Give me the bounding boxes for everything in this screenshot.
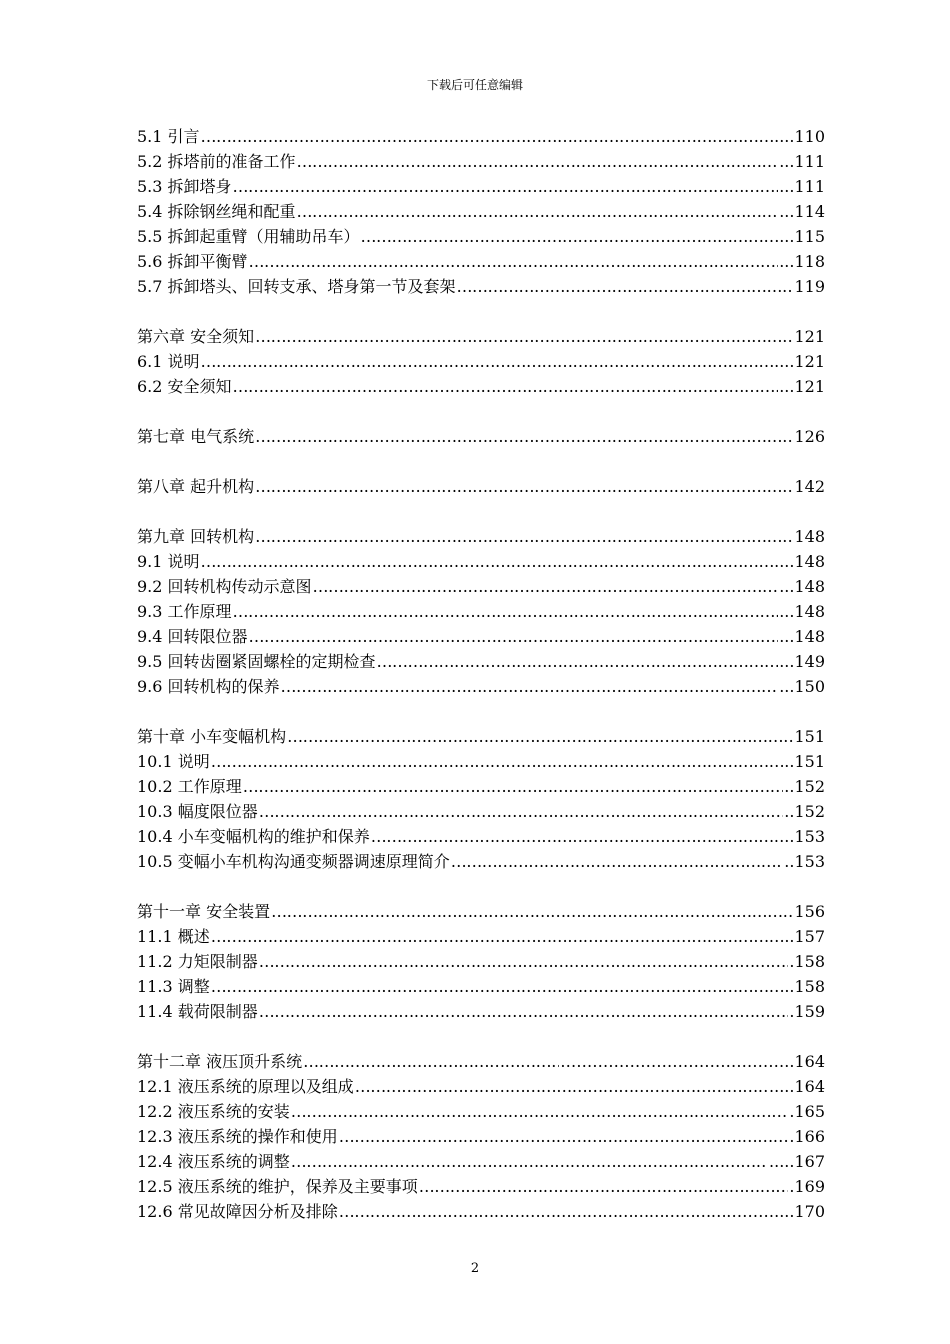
- toc-dot-leader: [313, 574, 779, 599]
- toc-entry-title: 9.6 回转机构的保养: [137, 677, 280, 696]
- toc-entry[interactable]: [137, 124, 825, 149]
- toc-section: [137, 124, 825, 299]
- toc-entry-page: 148: [794, 527, 825, 546]
- toc-entry[interactable]: [137, 1149, 825, 1174]
- toc-entry-title: 第六章 安全须知: [137, 327, 255, 346]
- toc-entry-title: 12.6 常见故障因分析及排除: [137, 1202, 338, 1221]
- toc-entry[interactable]: [137, 649, 825, 674]
- toc-entry-page: ..153: [784, 827, 825, 846]
- toc-entry[interactable]: [137, 774, 825, 799]
- toc-dot-leader: [291, 1149, 768, 1174]
- toc-entry[interactable]: [137, 574, 825, 599]
- toc-entry-page: ...121: [779, 377, 825, 396]
- toc-entry-title: 5.5 拆卸起重臂（用辅助吊车）: [137, 227, 360, 246]
- toc-entry-page: 126: [794, 427, 825, 446]
- toc-entry-title: 5.2 拆塔前的准备工作: [137, 152, 296, 171]
- toc-dot-leader: [377, 649, 779, 674]
- toc-entry-title: 5.4 拆除钢丝绳和配重: [137, 202, 296, 221]
- toc-entry[interactable]: [137, 424, 825, 449]
- toc-entry-page: ...148: [779, 602, 825, 621]
- toc-entry-title: 第九章 回转机构: [137, 527, 255, 546]
- toc-dot-leader: [451, 849, 784, 874]
- toc-section: [137, 424, 825, 449]
- toc-entry[interactable]: [137, 1049, 825, 1074]
- toc-dot-leader: [303, 1049, 559, 1074]
- toc-section: [137, 524, 825, 699]
- toc-entry-title: 12.1 液压系统的原理以及组成: [137, 1077, 354, 1096]
- toc-dot-leader: [255, 474, 793, 499]
- toc-entry-page: ...111: [779, 152, 825, 171]
- toc-entry-page: .....164: [769, 1077, 825, 1096]
- toc-entry-title: 11.3 调整: [137, 977, 210, 996]
- toc-dot-leader: [291, 1099, 789, 1124]
- toc-dot-leader: [259, 799, 784, 824]
- toc-entry-page: ...121: [779, 352, 825, 371]
- toc-dot-leader: [355, 1074, 768, 1099]
- toc-entry[interactable]: [137, 549, 825, 574]
- toc-entry-page: ...148: [779, 627, 825, 646]
- toc-entry-page: ………....170: [726, 1202, 825, 1221]
- toc-dot-leader: [361, 224, 779, 249]
- toc-dot-leader: [339, 1124, 789, 1149]
- toc-entry-page: ...148: [779, 552, 825, 571]
- toc-dot-leader: [297, 149, 779, 174]
- toc-entry-title: 5.7 拆卸塔头、回转支承、塔身第一节及套架: [137, 277, 456, 296]
- toc-section: [137, 324, 825, 399]
- toc-entry-title: 12.2 液压系统的安装: [137, 1102, 290, 1121]
- toc-entry[interactable]: [137, 1074, 825, 1099]
- toc-entry[interactable]: [137, 899, 825, 924]
- toc-entry[interactable]: [137, 999, 825, 1024]
- toc-entry[interactable]: [137, 324, 825, 349]
- toc-entry-title: 6.1 说明: [137, 352, 200, 371]
- toc-entry-page: ..151: [784, 752, 825, 771]
- toc-entry[interactable]: [137, 1099, 825, 1124]
- toc-dot-leader: [211, 924, 789, 949]
- toc-dot-leader: [419, 1174, 789, 1199]
- toc-entry[interactable]: [137, 799, 825, 824]
- toc-entry[interactable]: [137, 174, 825, 199]
- toc-entry-title: 11.1 概述: [137, 927, 210, 946]
- toc-entry-title: 9.1 说明: [137, 552, 200, 571]
- toc-entry[interactable]: [137, 1174, 825, 1199]
- toc-dot-leader: [243, 774, 784, 799]
- toc-entry-title: 11.4 载荷限制器: [137, 1002, 258, 1021]
- toc-entry-title: 5.6 拆卸平衡臂: [137, 252, 248, 271]
- toc-entry-page: .158: [789, 977, 825, 996]
- toc-entry[interactable]: [137, 674, 825, 699]
- toc-entry-page: ...110: [779, 127, 825, 146]
- toc-entry[interactable]: [137, 249, 825, 274]
- toc-entry-title: 9.3 工作原理: [137, 602, 232, 621]
- toc-entry[interactable]: [137, 849, 825, 874]
- toc-entry-title: 6.2 安全须知: [137, 377, 232, 396]
- toc-entry-title: 9.5 回转齿圈紧固螺栓的定期检查: [137, 652, 376, 671]
- toc-entry[interactable]: [137, 199, 825, 224]
- toc-entry[interactable]: [137, 624, 825, 649]
- toc-entry[interactable]: [137, 349, 825, 374]
- toc-entry[interactable]: [137, 224, 825, 249]
- toc-dot-leader: [249, 249, 779, 274]
- toc-entry[interactable]: [137, 974, 825, 999]
- toc-dot-leader: [259, 999, 789, 1024]
- toc-dot-leader: [255, 324, 793, 349]
- toc-entry-page: ...118: [779, 252, 825, 271]
- toc-entry-title: 9.2 回转机构传动示意图: [137, 577, 312, 596]
- toc-entry-title: 12.4 液压系统的调整: [137, 1152, 290, 1171]
- toc-dot-leader: [211, 974, 789, 999]
- toc-dot-leader: [271, 899, 793, 924]
- toc-entry[interactable]: [137, 1124, 825, 1149]
- toc-entry-page: .157: [789, 927, 825, 946]
- toc-entry-title: 9.4 回转限位器: [137, 627, 248, 646]
- toc-dot-leader: [255, 524, 793, 549]
- toc-dot-leader: [249, 624, 779, 649]
- toc-dot-leader: [457, 274, 794, 299]
- toc-entry[interactable]: [137, 924, 825, 949]
- toc-entry[interactable]: [137, 149, 825, 174]
- toc-dot-leader: [233, 174, 779, 199]
- toc-section: [137, 1049, 825, 1224]
- toc-entry-page: ……………………………………..164: [560, 1052, 825, 1071]
- toc-entry-title: 第十二章 液压顶升系统: [137, 1052, 303, 1071]
- toc-entry-page: 121: [794, 327, 825, 346]
- toc-entry[interactable]: [137, 274, 825, 299]
- toc-entry-page: 151: [794, 727, 825, 746]
- toc-entry-title: 10.5 变幅小车机构沟通变频器调速原理简介: [137, 852, 450, 871]
- toc-entry[interactable]: [137, 949, 825, 974]
- toc-entry[interactable]: [137, 599, 825, 624]
- toc-entry-page: ...150: [779, 677, 825, 696]
- toc-entry-title: 第八章 起升机构: [137, 477, 255, 496]
- toc-dot-leader: [371, 824, 784, 849]
- toc-dot-leader: [211, 749, 784, 774]
- toc-entry-page: ...149: [779, 652, 825, 671]
- toc-entry-page: ...115: [779, 227, 825, 246]
- toc-dot-leader: [233, 599, 779, 624]
- toc-dot-leader: [201, 549, 779, 574]
- toc-dot-leader: [255, 424, 793, 449]
- page-number: 2: [470, 1261, 480, 1276]
- toc-entry-page: ...114: [779, 202, 825, 221]
- toc-entry-page: .169: [789, 1177, 825, 1196]
- toc-entry-page: 119: [794, 277, 825, 296]
- toc-entry-title: 第十一章 安全装置: [137, 902, 271, 921]
- toc-entry-title: 12.3 液压系统的操作和使用: [137, 1127, 338, 1146]
- toc-dot-leader: [201, 124, 779, 149]
- toc-dot-leader: [339, 1199, 725, 1224]
- toc-entry-page: ..153: [784, 852, 825, 871]
- toc-entry-title: 10.3 幅度限位器: [137, 802, 258, 821]
- toc-entry-page: 156: [794, 902, 825, 921]
- toc-entry[interactable]: [137, 1199, 825, 1224]
- toc-entry-page: ..152: [784, 777, 825, 796]
- toc-entry-page: .165: [789, 1102, 825, 1121]
- toc-entry-title: 第七章 电气系统: [137, 427, 255, 446]
- toc-entry-title: 10.1 说明: [137, 752, 210, 771]
- toc-entry-title: 5.3 拆卸塔身: [137, 177, 232, 196]
- toc-entry-page: .159: [789, 1002, 825, 1021]
- toc-entry-title: 10.2 工作原理: [137, 777, 242, 796]
- toc-entry-page: 142: [794, 477, 825, 496]
- toc-section: [137, 724, 825, 874]
- toc-entry[interactable]: [137, 724, 825, 749]
- toc-entry-title: 10.4 小车变幅机构的维护和保养: [137, 827, 370, 846]
- toc-entry-page: .166: [789, 1127, 825, 1146]
- toc-entry-title: 12.5 液压系统的维护，保养及主要事项: [137, 1177, 418, 1196]
- toc-section: [137, 474, 825, 499]
- table-of-contents: [137, 124, 825, 1249]
- toc-entry-page: .....167: [769, 1152, 825, 1171]
- toc-entry-title: 第十章 小车变幅机构: [137, 727, 287, 746]
- toc-dot-leader: [201, 349, 779, 374]
- toc-entry-page: ...111: [779, 177, 825, 196]
- toc-entry[interactable]: [137, 524, 825, 549]
- toc-dot-leader: [297, 199, 779, 224]
- toc-entry-page: ..152: [784, 802, 825, 821]
- toc-entry-title: 11.2 力矩限制器: [137, 952, 258, 971]
- toc-dot-leader: [233, 374, 779, 399]
- toc-dot-leader: [287, 724, 793, 749]
- toc-entry-title: 5.1 引言: [137, 127, 200, 146]
- toc-dot-leader: [281, 674, 779, 699]
- toc-section: [137, 899, 825, 1024]
- toc-dot-leader: [259, 949, 789, 974]
- toc-entry[interactable]: [137, 749, 825, 774]
- page-header: 下载后可任意编辑: [426, 78, 523, 92]
- toc-entry[interactable]: [137, 824, 825, 849]
- toc-entry[interactable]: [137, 474, 825, 499]
- toc-entry-page: .158: [789, 952, 825, 971]
- toc-entry[interactable]: [137, 374, 825, 399]
- toc-entry-page: ...148: [779, 577, 825, 596]
